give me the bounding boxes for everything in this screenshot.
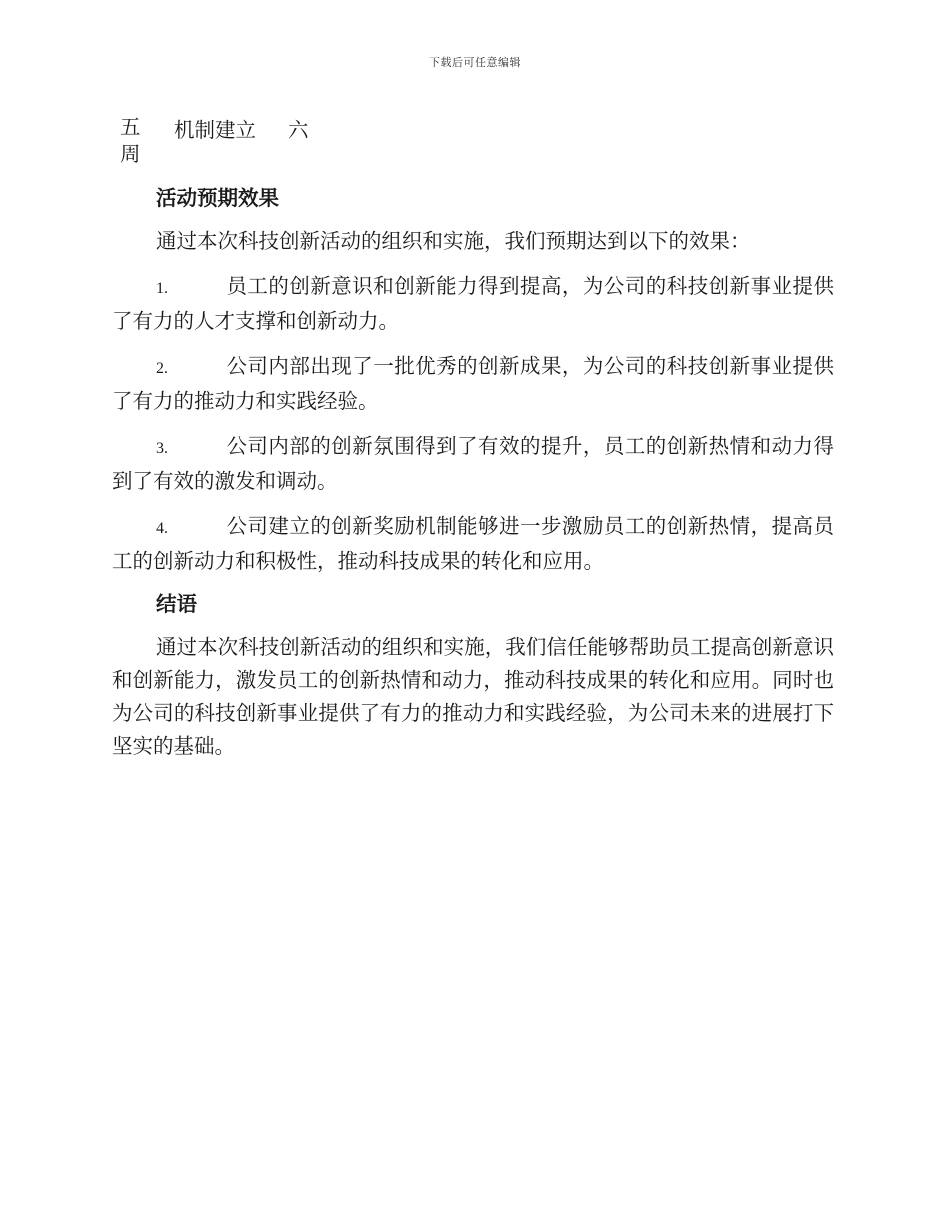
list-item-text: 员工的创新意识和创新能力得到提高，为公司的科技创新事业提供了有力的人才支撑和创新动力。: [112, 274, 834, 333]
list-item-number: 2.: [156, 360, 168, 377]
list-item: [112, 350, 834, 418]
list-item-text: 公司建立的创新奖励机制能够进一步激励员工的创新热情，提高员工的创新动力和积极性，推动科技成果的转化和应用。: [112, 514, 834, 573]
header-note: 下载后可任意编辑: [429, 56, 521, 69]
list-item-text: 公司内部出现了一批优秀的创新成果，为公司的科技创新事业提供了有力的推动力和实践经验。: [112, 354, 834, 413]
list-item: [112, 510, 834, 578]
schedule-next-cell: 六: [288, 118, 309, 142]
list-item: [112, 430, 834, 498]
conclusion-heading: 结语: [156, 592, 197, 616]
list-item-number: 4.: [156, 520, 168, 537]
list-item-number: 1.: [156, 280, 168, 297]
effects-intro: 通过本次科技创新活动的组织和实施，我们预期达到以下的效果：: [156, 229, 751, 253]
list-item-text: 公司内部的创新氛围得到了有效的提升，员工的创新热情和动力得到了有效的激发和调动。: [112, 434, 834, 493]
schedule-task-cell: 机制建立: [174, 118, 256, 142]
effects-heading: 活动预期效果: [156, 186, 279, 210]
document-body: [112, 114, 834, 763]
list-item-number: 3.: [156, 440, 168, 457]
schedule-row: [112, 114, 834, 172]
conclusion-body: 通过本次科技创新活动的组织和实施，我们信任能够帮助员工提高创新意识和创新能力，激发员工的创新热情和动力，推动科技成果的转化和应用。同时也为公司的科技创新事业提供了有力的推动力和实践经验，为公司未来的进展打下坚实的基础。: [112, 635, 834, 758]
schedule-week-cell: 五周: [120, 115, 141, 166]
list-item: [112, 270, 834, 338]
